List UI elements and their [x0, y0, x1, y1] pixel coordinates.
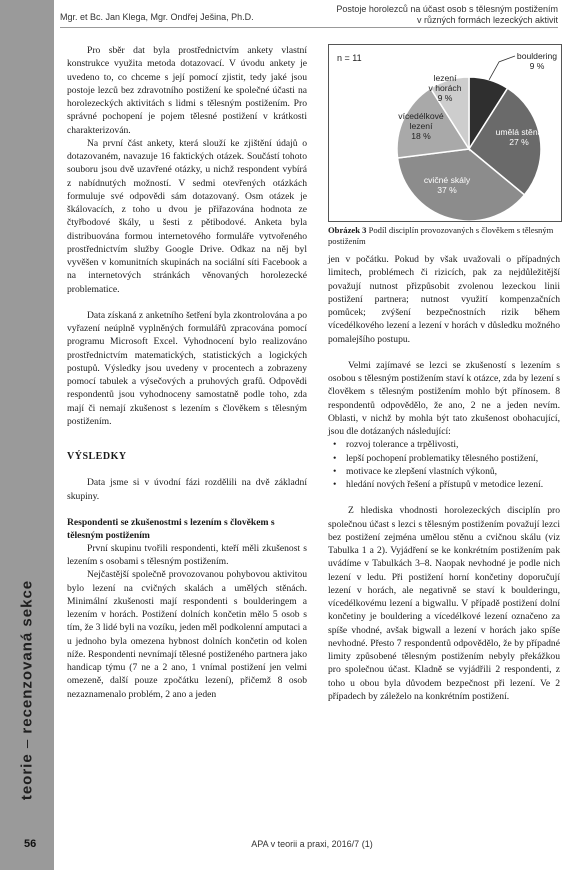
subsection-heading: Respondenti se zkušenostmi s lezením s člověkem s tělesným postižením [67, 516, 275, 541]
chart-annotation: n = 11 [337, 53, 362, 63]
list-item: • lepší pochopení problematiky tělesného postižení, [346, 452, 560, 465]
header-rule [60, 27, 558, 28]
footer-journal: APA v teorii a praxi, 2016/7 (1) [251, 839, 373, 849]
paragraph: Nejčastější společně provozovanou pohybovou aktivitou bylo lezení na cvičných skalách a umělých stěnách. Minimální zkušenosti mají respondenti s boulderingem a lezením v horách. Postižení dolních končetin mělo 5 osob s tím, že 3 lidé byli na vozíku, jeden měl podkolenní amputaci a u jednoho byla omezena hybnost dolních končetin od kolen níže. Respondenti nevnímají tělesné postiženého partnera jako handicap týmu (7 ne a 2 ano, 1 vnímal postižení jen velmi omezeně, další pouze zpočátku lezení), přičemž 8 osob nezaznamenalo problém, 2 ano a jeden [67, 569, 307, 700]
list-item: • hledání nových řešení a přístupů v metodice lezení. [346, 478, 560, 491]
paragraph: Na první část ankety, která slouží ke zjištění údajů o dotazovaném, navazuje 16 faktických otázek. Součástí tohoto souboru jsou dvě uzavřené otázky, u nichž respondent vybírá z nabídnutých možností. V sedmi otevřených otázkách formuluje své odpovědi sám dotazovaný. Osm otázek je škálovacích, z toho u dvou je přiřazována hodnota ze čtyřbodové škály, u šesti z pětibodové. Anketa byla distribuována formou internetového formuláře vytvořeného prostřednictvím služby Google Drive. Odkaz na něj byl vyvěšen v komunitních skupinách na sociální síti Facebook a na internetových stránkách věnovaných horolezecké problematice. [67, 137, 307, 295]
figure-caption [328, 225, 560, 247]
paragraph: Z hlediska vhodnosti horolezeckých disciplín pro společnou účast s lezci s tělesným postižením považují lezci bez postižení zejména umělou stěnu a cvičnou skálu (viz Tabulka 1 a 2). Vyjádření se ke konkrétním postižením pak uvádíme v Tabulkách 3–8. Naopak nevhodné je podle nich lezení v ledu. Při postižení horní končetiny doporučují lezení v horách, ale negativně se staví k boulderingu, vícedélkovému lezení a bigwallu. V případě postižení dolní končetiny je bouldering a vícedélkové lezení označeno za spíše vhodné, avšak bigwall a lezení v horách jako spíše nevhodné. Přesto 7 respondentů odpovědělo, že by případné limity způsobené tělesným postižením nebyly překážkou pro společnou účast. Kladně se vyjádřili 2 respondenti, z toho u obou byla důvodem bezpečnost při lezení. Ve 2 případech by záleželo na konkrétním postižení. [328, 505, 560, 702]
paragraph: Data jsme si v úvodní fázi rozdělili na dvě základní skupiny. [67, 477, 307, 502]
figure-caption-label: Obrázek 3 [328, 225, 367, 235]
leader-line [489, 56, 515, 80]
paragraph: Pro sběr dat byla prostřednictvím ankety vlastní konstrukce využita metoda dotazovací. V úvodu ankety je uvedeno to, co chceme s její pomocí zjistit, tedy jaké jsou postoje lezců bez zdravotního postižení ke společné účasti na horolezeckých aktivitách s lidmi s tělesným postižením. Pro správné pochopení je pojem tělesné postižení v krátkosti charakterizován. [67, 45, 307, 136]
list-item: • motivace ke zlepšení vlastních výkonů, [346, 465, 560, 478]
slice-label: umělá stěna 27 % [495, 127, 543, 147]
section-sidebar [0, 0, 54, 870]
benefits-list [328, 438, 560, 491]
running-header-title [336, 4, 558, 26]
slice-label: cvičné skály 37 % [423, 175, 471, 195]
paragraph: Data získaná z anketního šetření byla zkontrolována a po vyřazení neúplně vyplněných formulářů zpracována pomocí programu Microsoft Excel. Vyhodnocení bylo realizováno prostřednictvím matematických, statistických a logických postupů. Výsledky jsou uvedeny v procentech a zobrazeny pomocí tabulek a výsečových a pruhových grafů. Odpovědi respondentů jsou vyhodnoceny samostatně podle toho, zda mají či nemají zkušenost s lezením s člověkem s tělesným postižením. [67, 309, 307, 427]
pie-chart-svg [329, 45, 561, 221]
running-header-title-line2: v různých formách lezeckých aktivit [416, 15, 558, 25]
paragraph: První skupinu tvořili respondenti, kteří měli zkušenost s lezením s osobami s tělesným postižením. [67, 542, 307, 567]
left-column [67, 44, 307, 701]
slice-label: bouldering 9 % [516, 51, 558, 71]
running-header-title-line1: Postoje horolezců na účast osob s tělesným postižením [336, 4, 558, 14]
paragraph: Velmi zajímavé se lezci se zkušeností s lezením s osobou s tělesným postižením staví k otázce, zda by lezení s člověkem s tělesným postižením mohlo být přínosem. 8 respondentů odpovědělo, že ano, 2 ne a jeden nevím. Oblasti, v nichž by mohla být tato zkušenost obohacující, jsou dle dotázaných následující: [328, 359, 560, 437]
slice-label: lezení v horách 9 % [428, 73, 462, 103]
right-column [328, 253, 560, 703]
slice-label: vícedélkové lezení 18 % [398, 111, 444, 141]
paragraph: jen v počátku. Pokud by však uvažovali o případných limitech, problémech či rizicích, pak za nejdůležitější považují nutnost přizpůsobit zvolenou lezeckou linii postižení partnera; nutnost využití kompenzačních pomůcek; zvýšení bezpečnostních rizik během vícedélkového lezení a lezení v horách v důsledku možného pomalejšího postupu. [328, 254, 560, 345]
pie-chart-figure [328, 44, 562, 222]
figure-caption-text: Podíl disciplín provozovaných s člověkem s tělesným postižením [328, 225, 554, 246]
sidebar-word-sekce: recenzovaná sekce [18, 579, 36, 734]
section-sidebar-label [19, 580, 36, 800]
section-heading-results: VÝSLEDKY [67, 451, 127, 462]
list-item: • rozvoj tolerance a trpělivosti, [346, 438, 560, 451]
sidebar-word-teorie: teorie [18, 753, 36, 801]
page-number: 56 [24, 838, 37, 850]
sidebar-dash: – [18, 733, 36, 754]
running-header-authors: Mgr. et Bc. Jan Klega, Mgr. Ondřej Ješina, Ph.D. [60, 12, 254, 22]
